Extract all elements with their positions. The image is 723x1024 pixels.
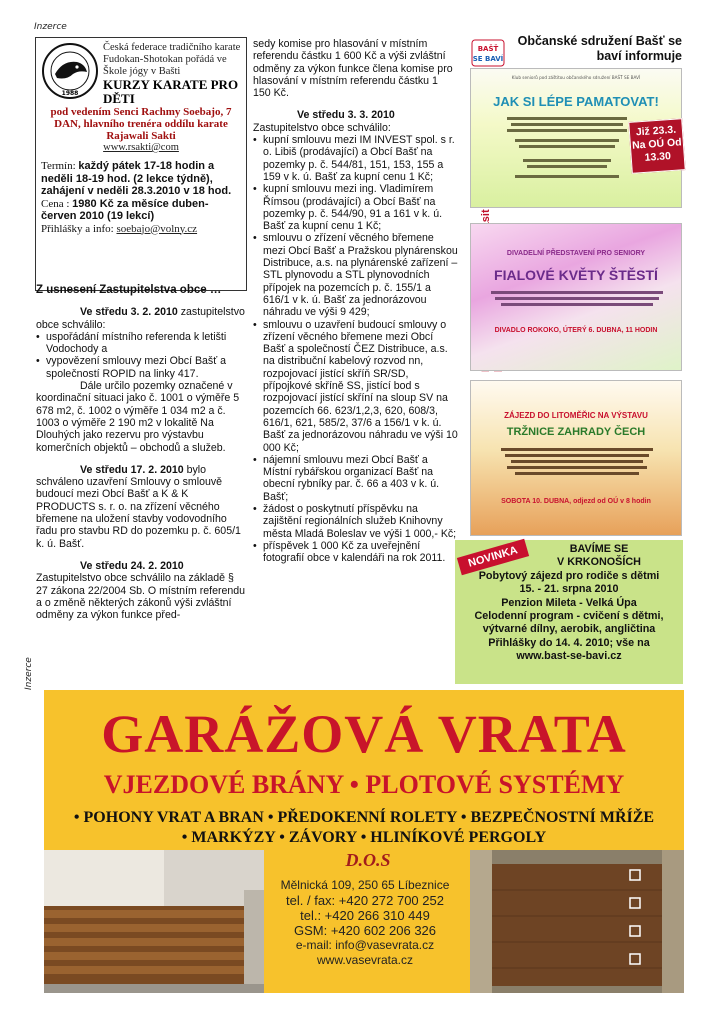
- banner-subtitle: VJEZDOVÉ BRÁNY • PLOTOVÉ SYSTÉMY: [103, 770, 625, 799]
- inzerce-side-label: Inzerce: [24, 657, 34, 690]
- gsm: GSM: +420 602 206 326: [293, 923, 437, 938]
- krk-line: výtvarné dílny, aerobik, angličtina: [482, 623, 656, 636]
- paragraph: Dále určilo pozemky označené v koordinační situaci jako č. 1001 o výměře 5 678 m2, č. 1002 o výměře 1 034 m2 a č. 1003 o výměře 2 190 m2 v lokalitě Na Dlouhých jako rezervu pro výstavbu komerčních objektů – obchodů a služeb.: [36, 380, 240, 454]
- poster-subtext: DIVADELNÍ PŘEDSTAVENÍ PRO SENIORY: [506, 250, 646, 257]
- karate-termin: každý pátek 17-18 hodin a neděli 18-19 hod. (2 lekce týdně), zahájení v neděli 28.3.2010 v 18 hod.: [41, 160, 232, 197]
- list-item: • kupní smlouvu mezi ing. Vladimírem Římsou (prodávající) a Obcí Bašť na pozemky p. č. 544/90, 91 a 161 v k. ú. Bašť za kupní cenu 1 Kč;: [253, 183, 458, 232]
- poster-title: JAK SI LÉPE PAMATOVAT!: [493, 94, 659, 109]
- poster-subtext: Klub seniorů pod záštitou občanského sdružení BAŠŤ SE BAVÍ: [511, 75, 641, 80]
- poster-trznice: [470, 380, 682, 536]
- karate-header: Česká federace tradičního karate Fudokan-Shotokan pořádá ve Škole jógy v Bašti: [103, 42, 241, 77]
- banner-line-2: • MARKÝZY • ZÁVORY • HLINÍKOVÉ PERGOLY: [181, 829, 547, 846]
- krk-line: 15. - 21. srpna 2010: [519, 583, 619, 596]
- badge-date: Již 23.3. Na OÚ Od 13.30: [628, 118, 685, 174]
- resolution-3-2: Ve středu 3. 2. 2010 zastupitelstvo obce schválilo:: [36, 306, 245, 331]
- tel-fax: tel. / fax: +420 272 700 252: [286, 893, 444, 908]
- section-heading: Z usnesení Zastupitelstva obce …: [36, 284, 222, 296]
- poster-text-lines: [471, 438, 682, 494]
- resolution-list-1: [36, 331, 246, 380]
- org-title: Občanské sdružení Bašť se baví informuje: [517, 34, 682, 63]
- resolution-3-3: Ve středu 3. 3. 2010 Zastupitelstvo obce schválilo:: [253, 109, 395, 134]
- bast-se-bavi-logo: [470, 38, 506, 68]
- krk-line: Penzion Mileta - Velká Úpa: [501, 596, 637, 609]
- address: Mělnická 109, 250 65 Líbeznice: [280, 878, 450, 892]
- karate-logo-icon: [41, 42, 99, 100]
- karate-trainer: pod vedením Senci Rachmy Soebajo, 7 DAN, hlavního trenéra oddílu karate Rajawali Sakti: [50, 106, 232, 142]
- novinka-badge: NOVINKA: [457, 539, 529, 576]
- list-item: • kupní smlouvu mezi IM INVEST spol. s r. o. Libiš (prodávající) a Obcí Bašť na pozemky p. č. 544/81, 151, 153, 155 a 159 v k. ú. Bašť za kupní cenu 1 Kč;: [253, 134, 458, 183]
- krk-line: Pobytový zájezd pro rodiče s dětmi: [478, 569, 660, 582]
- inzerce-label: Inzerce: [34, 22, 67, 32]
- svg-text:BAŠŤ: BAŠŤ: [477, 45, 499, 53]
- resolution-17-2: Ve středu 17. 2. 2010 bylo schváleno uzavření Smlouvy o smlouvě budoucí mezi Obcí Bašť a K & K PRODUCTS s. r. o. na zřízení věcného břemene na uložení stavby vodovodního řadu pro stavbu RD do pozemku p. č. 605/1 k. ú. Bašť.: [36, 463, 241, 550]
- karate-cena: 1980 Kč za měsíce duben-červen 2010 (19 lekcí): [41, 197, 209, 222]
- poster-title: FIALOVÉ KVĚTY ŠTĚSTÍ: [494, 267, 658, 283]
- karate-title: KURZY KARATE PRO DĚTI: [103, 77, 239, 106]
- poster-info: DIVADLO ROKOKO, ÚTERÝ 6. DUBNA, 11 HODIN: [494, 327, 658, 334]
- poster-title: TRŽNICE ZAHRADY ČECH: [506, 426, 646, 438]
- banner-title: GARÁŽOVÁ VRATA: [101, 704, 627, 764]
- column-2: [253, 38, 458, 564]
- poster-text-lines: [471, 283, 682, 323]
- wooden-gate-image: [44, 850, 264, 993]
- resolution-24-2: Ve středu 24. 2. 2010 Zastupitelstvo obce schválilo na základě § 27 zákona 22/2004 Sb. O místním referendu a o změně některých zákonů výši zvláštní odměny za výkon funkce před-: [36, 559, 246, 622]
- list-item: • žádost o poskytnutí příspěvku na zajištění regionálních služeb Knihovny města Mladá Boleslav ve výši 1 000,- Kč;: [253, 503, 458, 540]
- karate-ad: [35, 37, 247, 291]
- garage-door-image: [470, 850, 684, 993]
- list-item: • vypovězení smlouvy mezi Obcí Bašť a společností ROPID na linky 417.: [36, 355, 246, 380]
- poster-subtext: ZÁJEZD DO LITOMĚŘIC NA VÝSTAVU: [504, 411, 648, 420]
- garage-door-photo: [470, 850, 684, 993]
- list-item: • příspěvek 1 000 Kč za uveřejnění fotografií obce v kalendáři na rok 2011.: [253, 540, 458, 565]
- karate-link[interactable]: www.rsakti@com: [103, 142, 179, 153]
- bast-logo-icon: [470, 38, 506, 68]
- contact-block: [260, 878, 470, 968]
- tel: tel.: +420 266 310 449: [300, 908, 430, 923]
- krk-line: Přihlášky do 14. 4. 2010; vše na: [488, 636, 650, 649]
- gate-photo: [44, 850, 264, 993]
- resolution-list-2: [253, 134, 458, 564]
- krk-link[interactable]: www.bast-se-bavi.cz: [516, 650, 622, 663]
- karate-schedule: Termín: každý pátek 17-18 hodin a neděli 18-19 hod. (2 lekce týdně), zahájení v neděli 28.3.2010 v 18 hod. Cena : 1980 Kč za měsíce duben-červen 2010 (19 lekcí) Přihlášky a info: soebajo@volny.cz: [41, 160, 232, 235]
- krk-title-1: BAVÍME SE: [569, 543, 629, 555]
- dos-logo: D.O.S: [345, 850, 391, 870]
- svg-text:SE BAVÍ: SE BAVÍ: [472, 55, 504, 63]
- poster-fialove-kvety: [470, 223, 682, 371]
- krk-title-2: V KRKONOŠÍCH: [557, 556, 641, 569]
- email[interactable]: e-mail: info@vasevrata.cz: [295, 938, 435, 952]
- poster-info: SOBOTA 10. DUBNA, odjezd od OÚ v 8 hodin: [501, 498, 651, 505]
- paragraph: sedy komise pro hlasování v místním referendu částku 1 600 Kč a výši zvláštní odměny za výkon funkce člena komise pro hlasování v místním referendu částku 1 150 Kč.: [253, 38, 453, 100]
- list-item: • nájemní smlouvu mezi Obcí Bašť a Místní rybářskou organizací Bašť na obecní rybníky par. č. 66 a 403 v k. ú. Bašť;: [253, 454, 458, 503]
- list-item: • uspořádání místního referenda k letišti Vodochody a: [36, 331, 246, 356]
- website[interactable]: www.vasevrata.cz: [316, 953, 414, 967]
- list-item: • smlouvu o uzavření budoucí smlouvy o zřízení věcného břemene mezi Obcí Bašť a společností ČEZ Distribuce, a.s. na distribuční kabelový rozvod nn, rozpojovací jistící skříň SR/SD, přípojkové skříně SS, jistící bod s rozpojovací jistící skříní na sloup SV na pozemcích 66. 623/1,2,3, 620, 608/3, 616/1, 621, 585/2, 37/6 a 156/1 v k. ú. Bašť za jednorázovou náhradu ve výši 10 000 Kč;: [253, 319, 458, 454]
- krk-line: Celodenní program - cvičení s dětmi,: [474, 610, 664, 623]
- column-1: [36, 276, 246, 621]
- karate-email-link[interactable]: soebajo@volny.cz: [116, 222, 198, 235]
- list-item: • smlouvu o zřízení věcného břemene mezi Obcí Bašť a Pražskou plynárenskou Distribuce, a.s. na plynárenské zařízení – STL plynovodu a STL plynovodních přípojek na pozemcích p. č. 155/1 a 616/1 v k. ú. Bašť za jednorázovou náhradu ve výši 9 429;: [253, 232, 458, 318]
- svg-text:1988: 1988: [61, 90, 79, 97]
- banner-line-1: • POHONY VRAT A BRAN • PŘEDOKENNÍ ROLETY • BEZPEČNOSTNÍ MŘÍŽE: [73, 809, 655, 826]
